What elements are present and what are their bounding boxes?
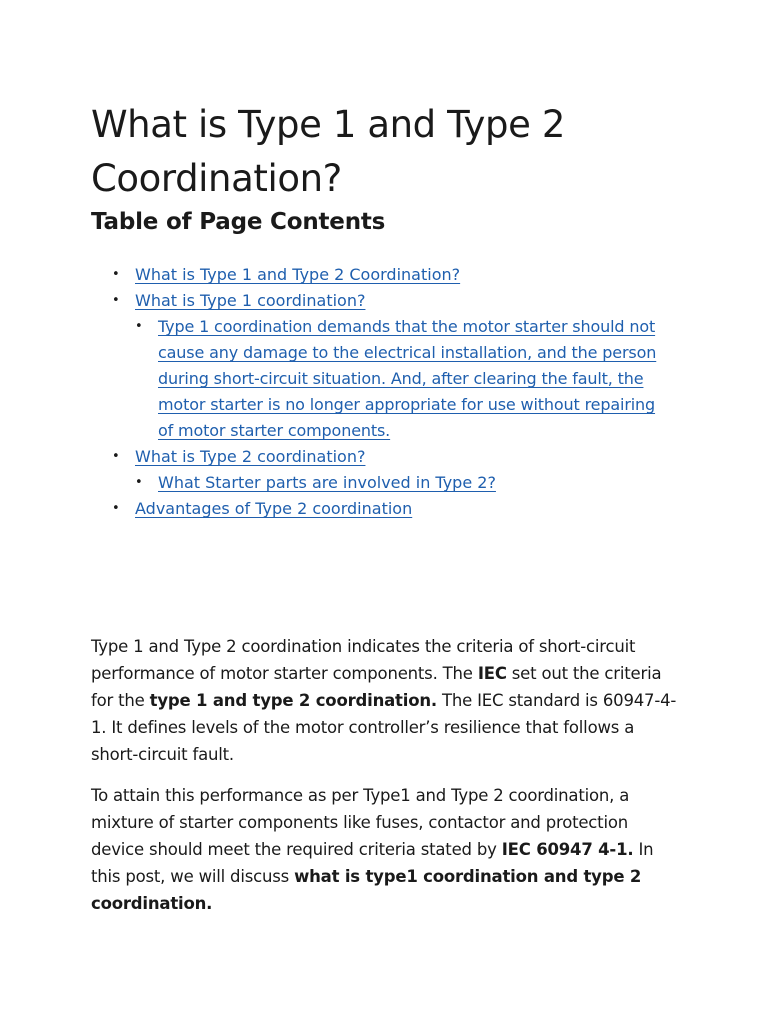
bold-text: what is type1 coordination and type 2 coordination.: [91, 867, 642, 913]
toc-link-type1-type2[interactable]: What is Type 1 and Type 2 Coordination?: [135, 265, 461, 284]
bullet-dot-icon: •: [112, 449, 120, 464]
toc-subitem: [91, 314, 691, 444]
bullet-dot-icon: •: [135, 475, 143, 490]
table-of-contents: [91, 262, 691, 522]
paragraph-text: The IEC standard is 60947-4-1. It defines levels of the motor controller’s resilience that follows a short-circuit fault.: [91, 691, 677, 764]
paragraph-text: set out the criteria for the: [91, 664, 662, 710]
page-title: What is Type 1 and Type 2 Coordination?: [91, 103, 565, 200]
paragraph-text: In this post, we will discuss: [91, 840, 654, 886]
toc-item: [91, 288, 691, 314]
bullet-dot-icon: •: [112, 267, 120, 282]
bold-text: IEC 60947 4-1.: [501, 840, 634, 859]
toc-item: [91, 262, 691, 288]
toc-link-type2[interactable]: What is Type 2 coordination?: [135, 447, 366, 466]
bullet-dot-icon: •: [112, 293, 120, 308]
intro-paragraph: [91, 633, 681, 768]
toc-link-type2-starter-parts[interactable]: What Starter parts are involved in Type 2?: [158, 473, 496, 492]
toc-item: [91, 444, 691, 470]
bullet-dot-icon: •: [112, 501, 120, 516]
bullet-dot-icon: •: [135, 319, 143, 334]
toc-link-type1[interactable]: What is Type 1 coordination?: [135, 291, 366, 310]
paragraph-text: To attain this performance as per Type1 and Type 2 coordination, a mixture of starter components like fuses, contactor and protection device should meet the required criteria stated by: [91, 786, 630, 859]
bold-text: IEC: [477, 664, 507, 683]
toc-link-type1-definition[interactable]: Type 1 coordination demands that the motor starter should not cause any damage to the electrical installation, and the person during short-circuit situation. And, after clearing the fault, the motor starter is no longer appropriate for use without repairing of motor starter components.: [158, 317, 657, 440]
toc-subitem: [91, 470, 691, 496]
second-paragraph: [91, 782, 681, 917]
toc-item: [91, 496, 691, 522]
toc-heading: Table of Page Contents: [91, 209, 386, 235]
paragraph-text: Type 1 and Type 2 coordination indicates the criteria of short-circuit performance of motor starter components. The: [91, 637, 636, 683]
bold-text: type 1 and type 2 coordination.: [149, 691, 437, 710]
toc-link-advantages-type2[interactable]: Advantages of Type 2 coordination: [135, 499, 413, 518]
